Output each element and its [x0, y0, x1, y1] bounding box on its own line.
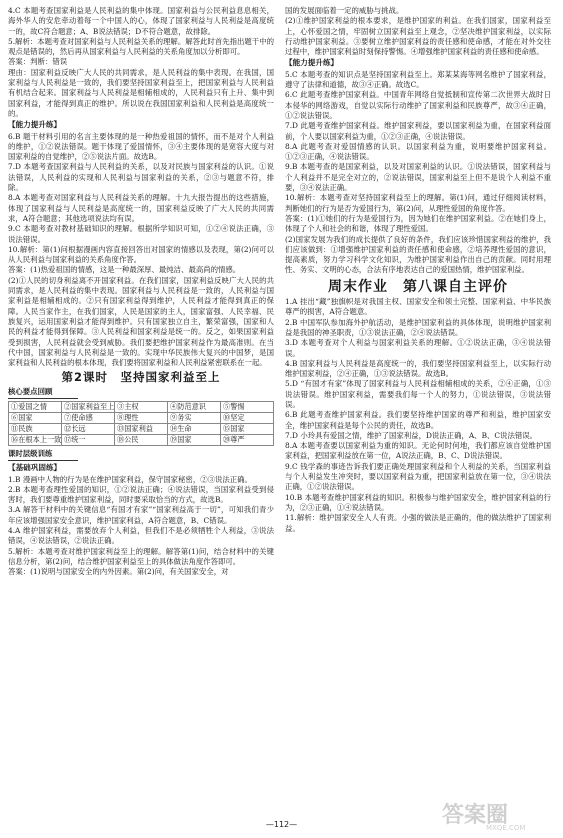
answer-paragraph: 答案：判断：错误: [8, 57, 68, 67]
watermark-url: MXQE.COM: [486, 824, 526, 832]
grid-cell: ⑨务实: [168, 413, 221, 424]
grid-cell: ⑫长远: [62, 424, 115, 435]
answer-paragraph: 7.D 本题考查国家利益与人民利益的关系，以及对民族与国家利益的认识。①说法错误，人民利益的实现和人民利益与国家利益的关系，②③与题意不符，排除。: [8, 162, 274, 193]
answer-paragraph: 5.解析：本题考查对维护国家利益至上的理解。解答第(1)问，结合材料中的关键信息分析，第(2)问，结合维护国家利益至上的具体做法角度作答即可。: [8, 546, 274, 566]
grid-cell: ⑮国家: [221, 424, 274, 435]
grid-cell: ⑧理性: [115, 413, 168, 424]
answer-paragraph: 8.A 本题考查对国家利益与人民利益关系的理解。十九大报告提出的这些措施，体现了国家利益与人民利益是高度统一的，国家利益反映了广大人民的共同需求，A符合题意；其他选项说法均有误。: [8, 193, 274, 223]
answer-paragraph: 3.A 解答干材料中的关键信息“有国才有家”“国家利益高于一切”，可知我们青少年应该增强国家安全意识，维护国家利益，A符合题意，B、C错误。: [8, 505, 274, 525]
answer-paragraph: (2)国家发展为我们的成长提供了良好的条件，我们应该珍惜国家利益的维护，我们应该做到：①增强维护国家利益的责任感和使命感，②培养理性爱国的意识，提高素质，努力学习科学文化知识，为维护国家利益作出自己的贡献。同时用理性、务实、文明的心态，合法有序地表达自己的爱国热情，维护国家利益。: [285, 234, 551, 275]
weekly-title: 周末作业 第八课自主评价: [328, 278, 508, 295]
grid-cell: ⑲国家: [168, 435, 221, 446]
answer-paragraph: 8.A 本题考查要以国家利益为重的知识。无论何时何地，我们都应该自觉维护国家利益，把国家利益放在第一位，A说法正确，B、C、D说法错误。: [285, 441, 551, 461]
answer-paragraph: 7.D 此题考查维护国家利益。维护国家利益，要以国家利益为重，在国家利益面前，个人要以国家利益为重，①②③正确，④说法错误。: [285, 121, 551, 141]
answer-paragraph: 2.B 本题考查理性爱国的知识，①②说法正确；④说法错误，当国家利益受到侵害时，我们要尊重维护国家利益，同时要采取恰当的方式，故选B。: [8, 484, 274, 505]
answer-paragraph: 1.A 挂出“藏”独旗帜是对我国主权、国家安全和领土完整、国家利益、中华民族尊严的损害，A符合题意。: [285, 297, 551, 317]
answer-paragraph: 答案：(1)热爱祖国的情感，这是一种最深厚、最纯洁、最高尚的情感。: [8, 265, 241, 275]
answer-paragraph: (2)①维护国家利益的根本要求，是维护国家的利益。在我们国家，国家利益至上，心怀爱国之情，牢固树立国家利益至上观念，②坚决维护国家利益，以实际行动维护国家利益。③要树立维护国家利益的责任感和使命感，才能在对外交往过程中，维护国家利益时刻保持警惕。④增强维护国家利益的责任感和使命感。: [285, 16, 551, 57]
answer-paragraph: 6.C 此题考查维护国家利益。中国青年网络自觉抵制和宣传第二次世界大战时日本侵华的网络游戏，自觉以实际行动维护了国家利益和民族尊严，故③④正确，①②说法错误。: [285, 90, 551, 120]
answer-paragraph: 4.C 本题考查国家利益是人民利益的集中体现。国家利益与公民利益息息相关，海外华人的安危牵动着每一个中国人的心，体现了国家利益与人民利益是高度统一的，故C符合题意；A、B说法错误；D不符合题意，故排除。: [8, 6, 274, 36]
answer-paragraph: 8.A 此题考查对爱国情感的认识。以国家利益为重，说明要维护国家利益。①②③正确，④说法错误。: [285, 141, 551, 162]
answer-paragraph: 5.D “有国才有家”体现了国家利益与人民利益相辅相成的关系，②④正确，①③说法错误。维护国家利益，需要我们每一个人的努力，①说法错误，③说法错误。: [285, 379, 551, 409]
grid-cell: ②国家利益至上: [64, 401, 115, 411]
answer-paragraph: 答案：(1)说明与国家安全的内外因素。第(2)问，有关国家安全，对: [8, 567, 229, 577]
watermark-logo: [440, 800, 550, 832]
grid-cell: ⑭生命: [168, 424, 221, 435]
lesson-title: 第2课时 坚持国家利益至上: [61, 370, 221, 385]
grid-cell: ⑰统一: [62, 435, 115, 446]
left-column: [8, 6, 274, 578]
answer-paragraph: 5.C 本题考查的知识点是坚持国家利益至上。郑某某海等网名维护了国家利益，遵守了法律和道德，故③④正确。故选C。: [285, 69, 551, 90]
section-heading: 【能力提升练】: [8, 120, 62, 130]
grid-cell: ⑩坚定: [221, 413, 274, 424]
grid-cell: ⑪民族: [9, 424, 62, 435]
answer-paragraph: 1.B 漫画中人物的行为是在维护国家利益，保守国家秘密，②③说法正确。: [8, 474, 252, 484]
answer-paragraph: 9.C 钱学森的事迹告诉我们要正确处理国家利益和个人利益的关系，当国家利益与个人利益发生冲突时，要以国家利益为重，把国家利益放在第一位，③④说法正确，①②说法错误。: [285, 461, 551, 492]
grid-cell: ⑦使命感: [62, 413, 115, 424]
answer-paragraph: 6.B 题干材料引用的名言主要体现的是一种热爱祖国的情怀，而不是对个人利益的维护，①②说法错误。题干体现了爱国情怀，③④主要体现的是宽容大度与对国家利益的自觉维护，②⑤说法片面。故选B。: [8, 131, 274, 162]
answer-paragraph: 4.A 维护国家利益，需要放弃个人利益，但我们不是必须牺牲个人利益，③说法错误，④说法错误，②说法正确。: [8, 526, 274, 546]
grid-cell: ③主权: [115, 402, 168, 413]
grid-cell: ⑯在根本上一致: [11, 434, 62, 444]
answer-paragraph: 9.C 本题考查对教材基础知识的理解。根据所学知识可知，①②④说法正确，③说法错误。: [8, 224, 274, 244]
core-points-label: 核心要点回顾: [8, 387, 78, 399]
watermark-text: 答案圈: [442, 803, 509, 828]
grid-cell: ④防范意识: [168, 402, 221, 413]
answer-paragraph: 9.B 本题考查的是国家利益，以及对国家利益的认识。①说法错误，国家利益与个人利益并不是完全对立的，②说法错误，国家利益至上但不是说个人利益不重要，③④说法正确。: [285, 162, 551, 193]
answer-paragraph: 5.解析：本题考查对国家利益与人民利益关系的理解。解答此时首先指出题干中的观点是错误的，然后再从国家利益与人民利益的关系角度加以分析即可。: [8, 36, 274, 57]
grid-cell: ⑤警惕: [221, 402, 274, 413]
answer-paragraph: 国的发展面临着一定的威胁与挑战。: [285, 6, 404, 15]
answer-paragraph: 7.D 小玲具有爱国之情，维护了国家利益，D说法正确，A、B、C说法错误。: [285, 430, 538, 440]
page-number: —112—: [265, 820, 298, 829]
grid-cell: ⑬国家利益: [115, 424, 168, 435]
right-column: [285, 6, 551, 534]
grid-cell: ⑱公民: [115, 435, 168, 446]
answer-paragraph: 11.解析：维护国家安全人人有责。小强的做法是正确的，他的做法维护了国家利益。: [285, 513, 551, 533]
grid-cell: ⑥国家: [9, 413, 62, 424]
answer-paragraph: 理由：国家利益反映广大人民的共同需求，是人民利益的集中表现。在我国，国家利益与人民利益是一致的，我们要坚持国家利益至上，把国家利益与人民利益有机结合起来。国家利益与人民利益是相辅相成的，人民利益只有上升、集中到国家利益，才能得到真正的维护。所以说在我国国家利益和人民利益是高度统一的。: [8, 67, 274, 118]
answer-paragraph: 3.D 本题考查对个人利益与国家利益关系的理解。①②说法正确，③④说法错误。: [285, 338, 551, 358]
answer-paragraph: (2)①人民的切身利益离不开国家利益。在我们国家，国家利益反映广大人民的共同需求，是人民利益的集中表现。国家利益与人民利益是一致的，人民利益与国家利益是相辅相成的。②只有国家利益得到维护，人民利益才能得到真正的保障。人民当家作主，在我们国家，人民是国家的主人，国家富强、人民幸福、民族复兴，运用国家利益才能得到维护。只有国家独立自主，繁荣富强，国家和人民的利益才能得到保障。③人民利益和国家利益是统一的。反之，如果国家利益受到损害，人民利益就会受到威胁。我们要把维护国家利益作为最高准则。在当代中国，国家利益与人民利益是一致的。实现中华民族伟大复兴的中国梦，是国家利益和人民利益的根本体现，我们要将国家利益和人民利益紧密联系在一起。: [8, 275, 274, 368]
section-heading: 【基础巩固练】: [8, 463, 62, 473]
section-heading: 【能力提升练】: [285, 58, 339, 68]
answer-paragraph: 答案：(1)①她们的行为是爱国行为，因为她们在维护国家利益。②在她们身上，体现了个人和社会的和谐，体现了理性爱国。: [285, 213, 551, 234]
answer-paragraph: 10.解析：本题考查对坚持国家利益至上的理解。第(1)问，通过仔细阅读材料，判断她们的行为是否为爱国行为，第(2)问，从理性爱国的角度作答。: [285, 193, 551, 213]
answer-paragraph: 2.B 中国军队参加海外护航活动，是维护国家利益的具体体现，说明维护国家利益是我国的神圣职责，①③说法正确，②④说法错误。: [285, 317, 551, 337]
answer-paragraph: 4.B 国家利益与人民利益是高度统一的，我们要坚持国家利益至上，以实际行动维护国家利益，②④正确，①③说法错误。故选B。: [285, 358, 551, 379]
grid-cell: ⑳尊严: [221, 435, 274, 446]
core-points-grid: [8, 401, 274, 446]
grid-cell: ①爱国之情: [9, 402, 62, 413]
answer-paragraph: 10.解析：第(1)问根据漫画内容直接回答出对国家的情感以及表现，第(2)问可以从人民利益与国家利益的关系角度作答。: [8, 244, 274, 265]
answer-paragraph: 10.B 本题考查维护国家利益的知识。积极参与维护国家安全，维护国家利益的行为，②③正确，①④说法错误。: [285, 492, 551, 512]
answer-paragraph: 6.B 此题考查维护国家利益。我们要坚持维护国家的尊严和利益，维护国家安全，维护国家利益是每个公民的责任，故选B。: [285, 410, 551, 430]
drill-label: 课时层级训练: [8, 449, 78, 461]
